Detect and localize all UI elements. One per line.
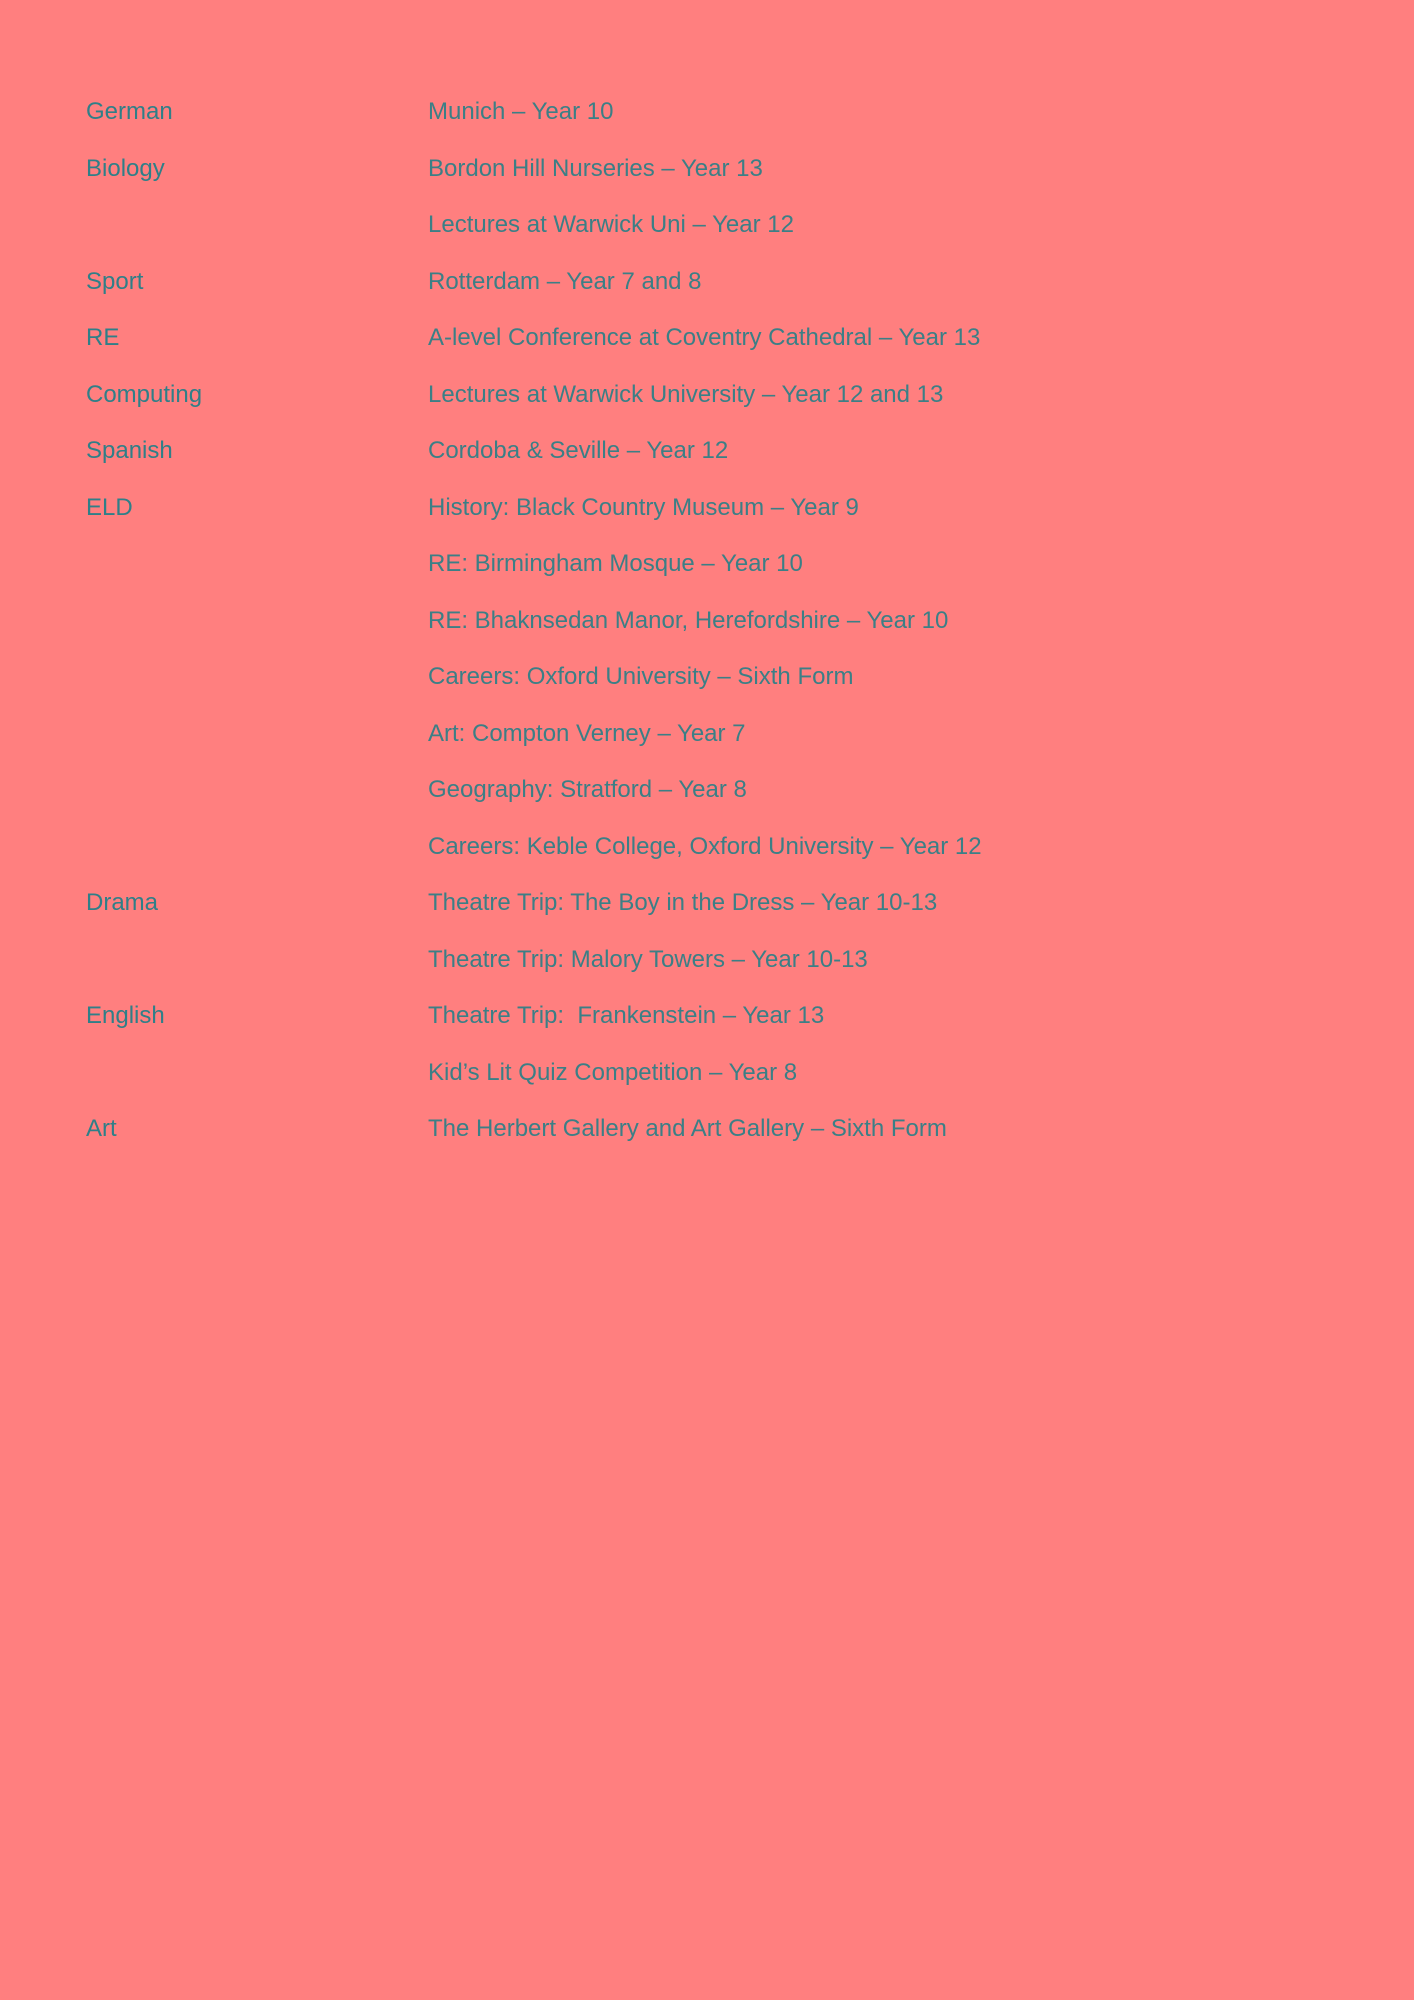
trip-row: [86, 932, 1266, 989]
trip-row: [86, 593, 1266, 650]
trip-row: [86, 367, 1266, 424]
trip-description: Lectures at Warwick Uni – Year 12: [428, 211, 794, 239]
trip-row: [86, 988, 1266, 1045]
trip-row: [86, 875, 1266, 932]
trip-row: [86, 1101, 1266, 1158]
trip-description: Rotterdam – Year 7 and 8: [428, 267, 702, 295]
trip-description: Theatre Trip: Frankenstein – Year 13: [428, 1002, 825, 1030]
trip-description: Careers: Keble College, Oxford University – Year 12: [428, 832, 982, 860]
subject-label: English: [86, 1002, 165, 1030]
trip-description: Geography: Stratford – Year 8: [428, 776, 747, 804]
subject-label: Spanish: [86, 437, 173, 465]
trip-description: Careers: Oxford University – Sixth Form: [428, 663, 854, 691]
trip-row: [86, 536, 1266, 593]
trip-row: [86, 141, 1266, 198]
trip-description: Kid’s Lit Quiz Competition – Year 8: [428, 1058, 798, 1086]
subject-label: ELD: [86, 493, 133, 521]
subject-label: German: [86, 98, 173, 126]
trip-description: Theatre Trip: Malory Towers – Year 10-13: [428, 945, 868, 973]
trip-description: Bordon Hill Nurseries – Year 13: [428, 154, 763, 182]
trip-description: Theatre Trip: The Boy in the Dress – Year 10-13: [428, 889, 938, 917]
trip-description: The Herbert Gallery and Art Gallery – Sixth Form: [428, 1115, 947, 1143]
trip-row: [86, 310, 1266, 367]
subject-label: Art: [86, 1115, 117, 1143]
trip-row: [86, 819, 1266, 876]
trip-description: Munich – Year 10: [428, 98, 614, 126]
subject-label: Biology: [86, 154, 165, 182]
trip-row: [86, 197, 1266, 254]
trip-row: [86, 649, 1266, 706]
trip-row: [86, 423, 1266, 480]
trip-row: [86, 480, 1266, 537]
subject-label: Computing: [86, 380, 203, 408]
trip-description: Cordoba & Seville – Year 12: [428, 437, 729, 465]
trip-description: RE: Bhaknsedan Manor, Herefordshire – Year 10: [428, 606, 949, 634]
trip-list: [86, 84, 1266, 1158]
subject-label: RE: [86, 324, 120, 352]
trip-row: [86, 1045, 1266, 1102]
subject-label: Sport: [86, 267, 144, 295]
trip-row: [86, 706, 1266, 763]
trip-description: RE: Birmingham Mosque – Year 10: [428, 550, 803, 578]
trip-row: [86, 84, 1266, 141]
subject-label: Drama: [86, 889, 159, 917]
trip-row: [86, 762, 1266, 819]
trip-description: History: Black Country Museum – Year 9: [428, 493, 859, 521]
trip-description: Art: Compton Verney – Year 7: [428, 719, 746, 747]
trip-description: A-level Conference at Coventry Cathedral – Year 13: [428, 324, 981, 352]
trip-row: [86, 254, 1266, 311]
trip-description: Lectures at Warwick University – Year 12 and 13: [428, 380, 944, 408]
